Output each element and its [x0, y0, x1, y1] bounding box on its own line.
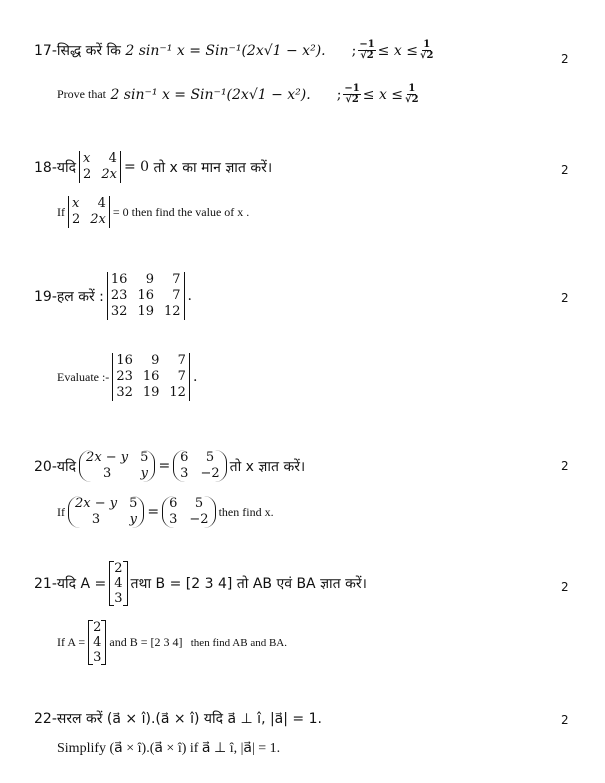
q20-hindi-suffix: तो x ज्ञात करें। — [229, 458, 306, 475]
q17-english-expression: 2 sin⁻¹ x = Sin⁻¹(2x√1 − x²). — [110, 86, 311, 103]
q19-english-det-cell: 16 — [116, 353, 133, 368]
q19-english-period: . — [192, 369, 198, 385]
q17-hindi-line — [34, 40, 435, 61]
q21-english-line — [57, 620, 287, 665]
q17-english-cond-right-den: √2 — [405, 94, 419, 105]
q17-english-cond-right — [405, 84, 419, 105]
q19-english-det-cell: 9 — [151, 353, 160, 368]
q21-col-cell: 3 — [114, 591, 123, 606]
q17-english-cond-prefix: ; — [336, 86, 342, 103]
q20-marks: 2 — [561, 459, 569, 473]
q19-english-det-cell: 19 — [142, 385, 160, 400]
q21-hindi-line — [34, 561, 367, 606]
q20-rhs-cell: 6 — [180, 450, 189, 465]
q19-period: . — [187, 288, 192, 304]
q18-marks: 2 — [561, 163, 569, 177]
q20-rhs-cell: 3 — [180, 466, 189, 481]
q17-cond-left — [358, 40, 375, 61]
q21-english-mid: and B = [2 3 4] — [109, 635, 183, 649]
q20-rhs-cell: 5 — [205, 450, 215, 465]
q19-det-cell: 12 — [163, 304, 181, 319]
q20-english-suffix: then find x. — [218, 504, 274, 519]
q17-cond-prefix: ; — [351, 42, 357, 59]
q17-english-cond-left-num: −1 — [344, 83, 360, 94]
q21-column-matrix — [109, 561, 127, 606]
q18-equals-zero: = 0 — [123, 159, 150, 175]
q17-english-line — [57, 84, 421, 105]
q17-hindi-prefix: 17-सिद्ध करें कि — [34, 43, 121, 59]
q19-english-determinant — [112, 353, 190, 401]
q18-det-cell: x — [83, 151, 91, 166]
q17-expression: 2 sin⁻¹ x = Sin⁻¹(2x√1 − x²). — [125, 42, 326, 59]
q18-english-det-cell: 2 — [72, 212, 81, 227]
q18-determinant — [79, 151, 121, 183]
q19-det-cell: 16 — [137, 288, 154, 303]
q18-det-cell: 2x — [101, 167, 117, 182]
q20-lhs-cell: 2x − y — [86, 450, 129, 465]
q20-english-equals: = — [147, 504, 160, 520]
q18-english-det-cell: 4 — [97, 196, 106, 211]
q19-english-line — [57, 353, 197, 401]
q19-english-prefix: Evaluate :- — [57, 369, 110, 384]
q17-cond-left-den: √2 — [360, 50, 374, 61]
q21-english-col-cell: 2 — [93, 620, 102, 635]
q20-english-lhs-cell: 2x − y — [75, 496, 118, 511]
q19-det-cell: 7 — [172, 288, 181, 303]
q21-hindi-prefix: 21-यदि A = — [34, 576, 107, 592]
q20-lhs-cell: y — [140, 466, 148, 481]
q17-cond-right-den: √2 — [419, 50, 434, 61]
q20-rhs-cell: −2 — [200, 466, 220, 481]
q18-hindi-suffix: तो x का मान ज्ञात करें। — [153, 159, 273, 176]
q17-english-cond-left — [343, 84, 360, 105]
q19-det-cell: 19 — [137, 304, 154, 319]
q20-lhs-cell: 5 — [140, 450, 149, 465]
q19-det-cell: 9 — [145, 272, 154, 287]
q19-hindi-line — [34, 272, 192, 320]
q20-english-lhs-cell: y — [129, 512, 137, 527]
q19-english-det-cell: 23 — [116, 369, 133, 384]
q20-english-rhs-cell: 6 — [169, 496, 178, 511]
q18-english-prefix: If — [57, 204, 65, 219]
q21-english-column-matrix — [88, 620, 106, 665]
q20-lhs-cell: 3 — [102, 466, 112, 481]
q21-col-cell: 4 — [114, 576, 123, 591]
q21-marks: 2 — [561, 580, 569, 594]
q21-english-col-cell: 4 — [93, 635, 102, 650]
q20-english-prefix: If — [57, 504, 65, 519]
q17-cond-right — [420, 40, 434, 61]
q18-hindi-prefix: 18-यदि — [34, 159, 77, 176]
q22-marks: 2 — [561, 713, 569, 727]
q17-cond-mid: ≤ x ≤ — [377, 42, 418, 59]
q17-english-cond-right-num: 1 — [408, 83, 416, 94]
q19-determinant — [107, 272, 185, 320]
q18-det-cell: 2 — [83, 167, 92, 182]
q19-english-det-cell: 16 — [142, 369, 160, 384]
q18-english-determinant — [68, 196, 110, 228]
q19-det-cell: 32 — [110, 304, 128, 319]
q20-hindi-line — [34, 450, 305, 482]
q17-marks: 2 — [561, 52, 569, 66]
q19-det-cell: 7 — [172, 272, 181, 287]
q20-equals: = — [158, 458, 171, 474]
q20-english-rhs-matrix — [162, 496, 215, 528]
q18-english-det-cell: 2x — [90, 212, 106, 227]
q18-det-cell: 4 — [108, 151, 117, 166]
q20-hindi-prefix: 20-यदि — [34, 458, 77, 475]
q19-hindi-prefix: 19-हल करें : — [34, 288, 104, 305]
q19-english-det-cell: 32 — [116, 385, 133, 400]
q20-english-rhs-cell: 3 — [169, 512, 178, 527]
q20-rhs-matrix — [173, 450, 226, 482]
q21-english-prefix: If A = — [57, 635, 86, 649]
q20-english-lhs-cell: 5 — [129, 496, 138, 511]
q17-cond-left-num: −1 — [359, 39, 375, 50]
q20-english-rhs-cell: −2 — [189, 512, 209, 527]
q19-det-cell: 23 — [110, 288, 128, 303]
q19-english-det-cell: 7 — [177, 353, 186, 368]
q18-english-suffix: = 0 then find the value of x . — [112, 204, 250, 219]
q21-english-col-cell: 3 — [93, 650, 102, 665]
q19-marks: 2 — [561, 291, 569, 305]
q20-english-line — [57, 496, 274, 528]
q18-hindi-line — [34, 151, 272, 183]
q21-hindi-suffix: तथा B = [2 3 4] तो AB एवं BA ज्ञात करें। — [130, 576, 367, 592]
q17-english-cond-mid: ≤ x ≤ — [362, 86, 404, 103]
q22-english-line: Simplify (a⃗ × î).(a⃗ × î) if a⃗ ⊥ î, |a⃗| = 1. — [57, 741, 281, 756]
q20-english-lhs-cell: 3 — [91, 512, 101, 527]
q17-english-cond-left-den: √2 — [345, 94, 359, 105]
q22-hindi-line: 22-सरल करें (a⃗ × î).(a⃗ × î) यदि a⃗ ⊥ î, |a⃗| = 1. — [34, 711, 322, 727]
q21-col-cell: 2 — [114, 561, 123, 576]
q18-english-line — [57, 196, 249, 228]
q17-cond-right-num: 1 — [423, 39, 431, 50]
q17-english-prefix: Prove that — [57, 87, 106, 101]
q19-det-cell: 16 — [110, 272, 128, 287]
q20-lhs-matrix — [79, 450, 155, 482]
q19-english-det-cell: 7 — [177, 369, 186, 384]
q21-english-suffix: then find AB and BA. — [190, 636, 287, 649]
q20-english-lhs-matrix — [68, 496, 144, 528]
q20-english-rhs-cell: 5 — [194, 496, 204, 511]
q18-english-det-cell: x — [72, 196, 80, 211]
q19-english-det-cell: 12 — [169, 385, 186, 400]
